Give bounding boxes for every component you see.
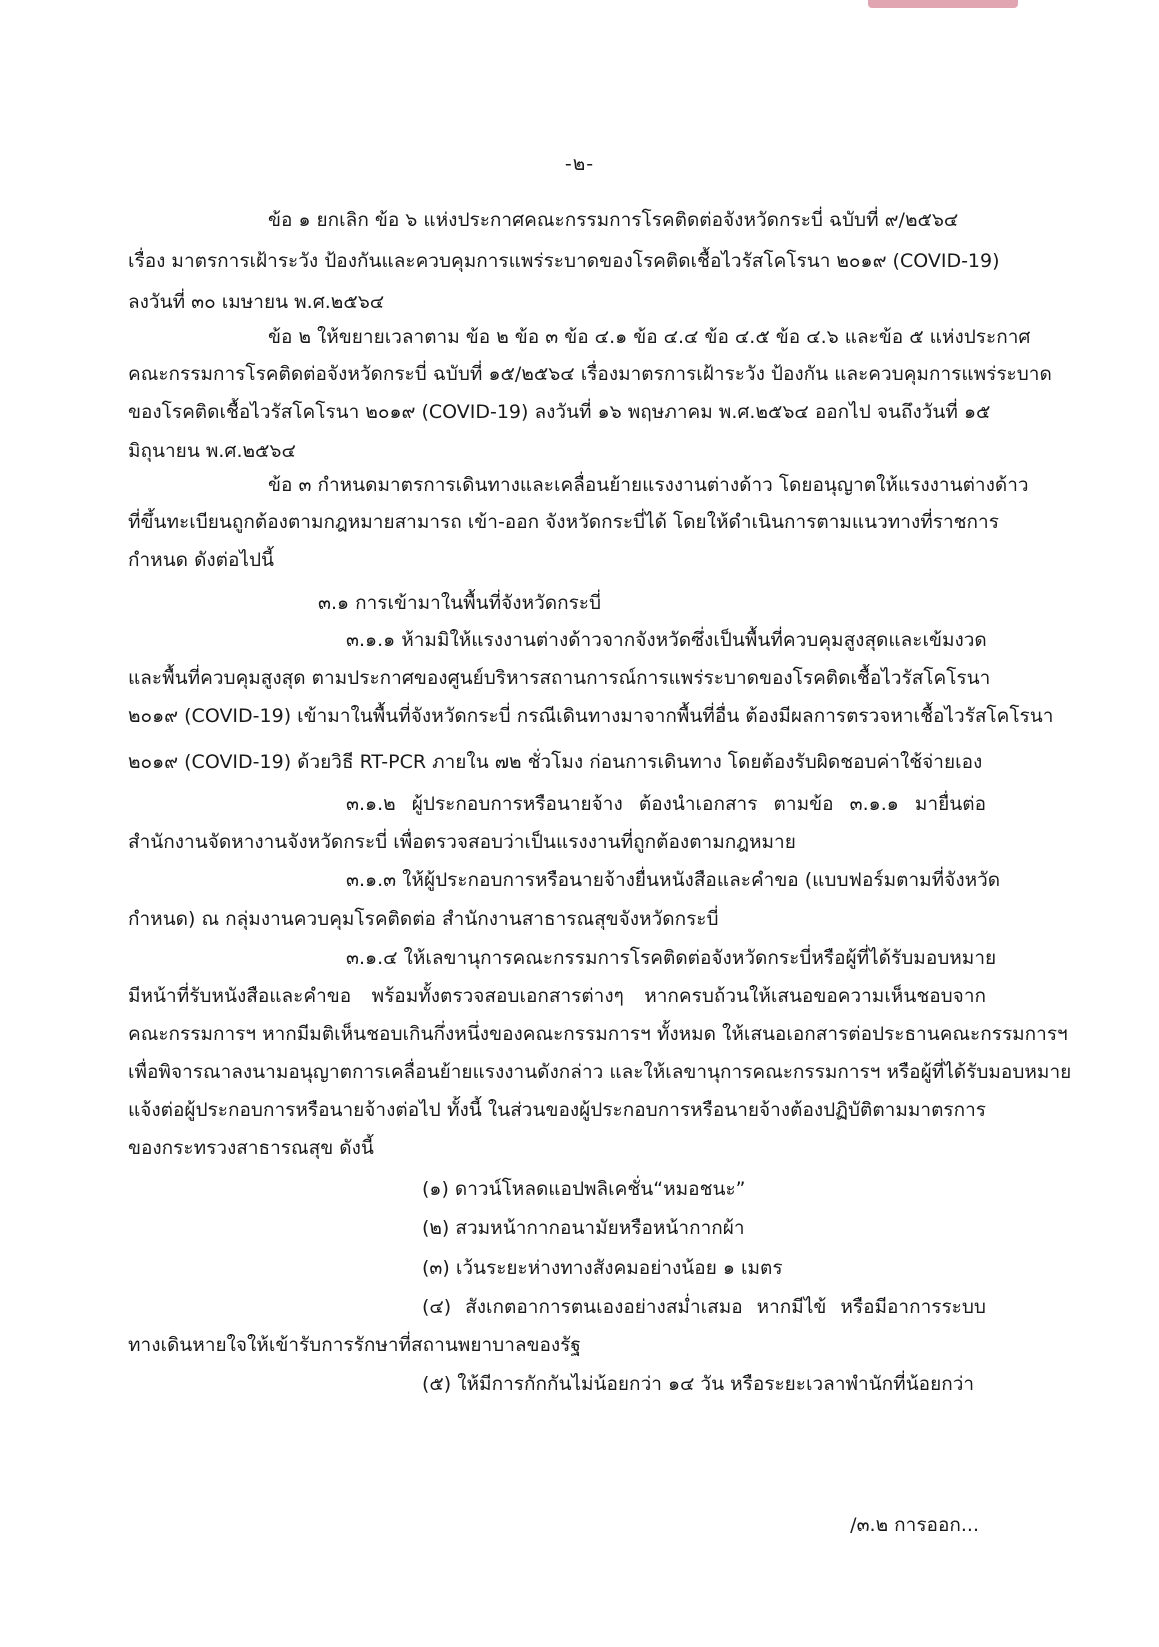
item-3-1-1-line-2: และพื้นที่ควบคุมสูงสุด ตามประกาศของศูนย์บริหารสถานการณ์การแพร่ระบาดของโรคติดเชื้อไวรัสโคโรนา — [128, 667, 991, 689]
measure-2: (๒) สวมหน้ากากอนามัยหรือหน้ากากผ้า — [422, 1217, 745, 1239]
clause-1-line-3: ลงวันที่ ๓๐ เมษายน พ.ศ.๒๕๖๔ — [128, 291, 385, 313]
clause-2-line-3: ของโรคติดเชื้อไวรัสโคโรนา ๒๐๑๙ (COVID-19) ลงวันที่ ๑๖ พฤษภาคม พ.ศ.๒๕๖๔ ออกไป จนถึงวันที่ ๑๕ — [128, 401, 991, 423]
item-3-1-1-line-3: ๒๐๑๙ (COVID-19) เข้ามาในพื้นที่จังหวัดกระบี่ กรณีเดินทางมาจากพื้นที่อื่น ต้องมีผลการตรวจหาเชื้อไวรัสโคโรนา — [128, 705, 1054, 727]
clause-2-line-1: ข้อ ๒ ให้ขยายเวลาตาม ข้อ ๒ ข้อ ๓ ข้อ ๔.๑ ข้อ ๔.๔ ข้อ ๔.๕ ข้อ ๔.๖ และข้อ ๕ แห่งประกาศ — [268, 326, 1031, 348]
measure-4-line-1: (๔) สังเกตอาการตนเองอย่างสม่ำเสมอ หากมีไข้ หรือมีอาการระบบ — [422, 1296, 986, 1318]
clause-3-line-1: ข้อ ๓ กำหนดมาตรการเดินทางและเคลื่อนย้ายแรงงานต่างด้าว โดยอนุญาตให้แรงงานต่างด้าว — [268, 474, 1029, 496]
item-3-1-4-line-4: เพื่อพิจารณาลงนามอนุญาตการเคลื่อนย้ายแรงงานดังกล่าว และให้เลขานุการคณะกรรมการฯ หรือผู้ที่ได้รับมอบหมาย — [128, 1061, 1072, 1083]
subsection-3-1-heading: ๓.๑ การเข้ามาในพื้นที่จังหวัดกระบี่ — [318, 592, 602, 614]
item-3-1-4-line-6: ของกระทรวงสาธารณสุข ดังนี้ — [128, 1137, 374, 1159]
clause-3-line-3: กำหนด ดังต่อไปนี้ — [128, 549, 275, 571]
continuation-reference: /๓.๒ การออก... — [850, 1514, 979, 1536]
item-3-1-4-line-5: แจ้งต่อผู้ประกอบการหรือนายจ้างต่อไป ทั้งนี้ ในส่วนของผู้ประกอบการหรือนายจ้างต้องปฏิบัติตามมาตรการ — [128, 1099, 986, 1121]
item-3-1-1-line-1: ๓.๑.๑ ห้ามมิให้แรงงานต่างด้าวจากจังหวัดซึ่งเป็นพื้นที่ควบคุมสูงสุดและเข้มงวด — [346, 629, 987, 651]
measure-5-line-1: (๕) ให้มีการกักกันไม่น้อยกว่า ๑๔ วัน หรือระยะเวลาพำนักที่น้อยกว่า — [422, 1373, 975, 1395]
clause-2-line-4: มิถุนายน พ.ศ.๒๕๖๔ — [128, 440, 296, 462]
clause-1-line-2: เรื่อง มาตรการเฝ้าระวัง ป้องกันและควบคุมการแพร่ระบาดของโรคติดเชื้อไวรัสโคโรนา ๒๐๑๙ (COVID-19) — [128, 250, 1000, 272]
measure-3: (๓) เว้นระยะห่างทางสังคมอย่างน้อย ๑ เมตร — [422, 1257, 783, 1279]
item-3-1-4-line-2: มีหน้าที่รับหนังสือและคำขอ พร้อมทั้งตรวจสอบเอกสารต่างๆ หากครบถ้วนให้เสนอขอความเห็นชอบจาก — [128, 985, 986, 1007]
page-number: -๒- — [564, 153, 595, 175]
item-3-1-3-line-1: ๓.๑.๓ ให้ผู้ประกอบการหรือนายจ้างยื่นหนังสือและคำขอ (แบบฟอร์มตามที่จังหวัด — [346, 869, 1001, 891]
item-3-1-1-line-4: ๒๐๑๙ (COVID-19) ด้วยวิธี RT-PCR ภายใน ๗๒ ชั่วโมง ก่อนการเดินทาง โดยต้องรับผิดชอบค่าใช้จ่ายเอง — [128, 751, 983, 773]
measure-4-line-2: ทางเดินหายใจให้เข้ารับการรักษาที่สถานพยาบาลของรัฐ — [128, 1334, 581, 1356]
item-3-1-2-line-2: สำนักงานจัดหางานจังหวัดกระบี่ เพื่อตรวจสอบว่าเป็นแรงงานที่ถูกต้องตามกฎหมาย — [128, 831, 796, 853]
item-3-1-2-line-1: ๓.๑.๒ ผู้ประกอบการหรือนายจ้าง ต้องนำเอกสาร ตามข้อ ๓.๑.๑ มายื่นต่อ — [346, 793, 986, 815]
measure-1: (๑) ดาวน์โหลดแอปพลิเคชั่น“หมอชนะ” — [422, 1178, 746, 1200]
item-3-1-3-line-2: กำหนด) ณ กลุ่มงานควบคุมโรคติดต่อ สำนักงานสาธารณสุขจังหวัดกระบี่ — [128, 908, 719, 930]
item-3-1-4-line-3: คณะกรรมการฯ หากมีมติเห็นชอบเกินกึ่งหนึ่งของคณะกรรมการฯ ทั้งหมด ให้เสนอเอกสารต่อประธานคณะกรรมการฯ — [128, 1023, 1068, 1045]
clause-3-line-2: ที่ขึ้นทะเบียนถูกต้องตามกฎหมายสามารถ เข้า-ออก จังหวัดกระบี่ได้ โดยให้ดำเนินการตามแนวทางที่ราชการ — [128, 511, 999, 533]
scan-edge-mark — [868, 0, 1018, 8]
item-3-1-4-line-1: ๓.๑.๔ ให้เลขานุการคณะกรรมการโรคติดต่อจังหวัดกระบี่หรือผู้ที่ได้รับมอบหมาย — [346, 947, 997, 969]
clause-1-line-1: ข้อ ๑ ยกเลิก ข้อ ๖ แห่งประกาศคณะกรรมการโรคติดต่อจังหวัดกระบี่ ฉบับที่ ๙/๒๕๖๔ — [268, 209, 959, 231]
clause-2-line-2: คณะกรรมการโรคติดต่อจังหวัดกระบี่ ฉบับที่ ๑๕/๒๕๖๔ เรื่องมาตรการเฝ้าระวัง ป้องกัน และควบคุมการแพร่ระบาด — [128, 363, 1052, 385]
